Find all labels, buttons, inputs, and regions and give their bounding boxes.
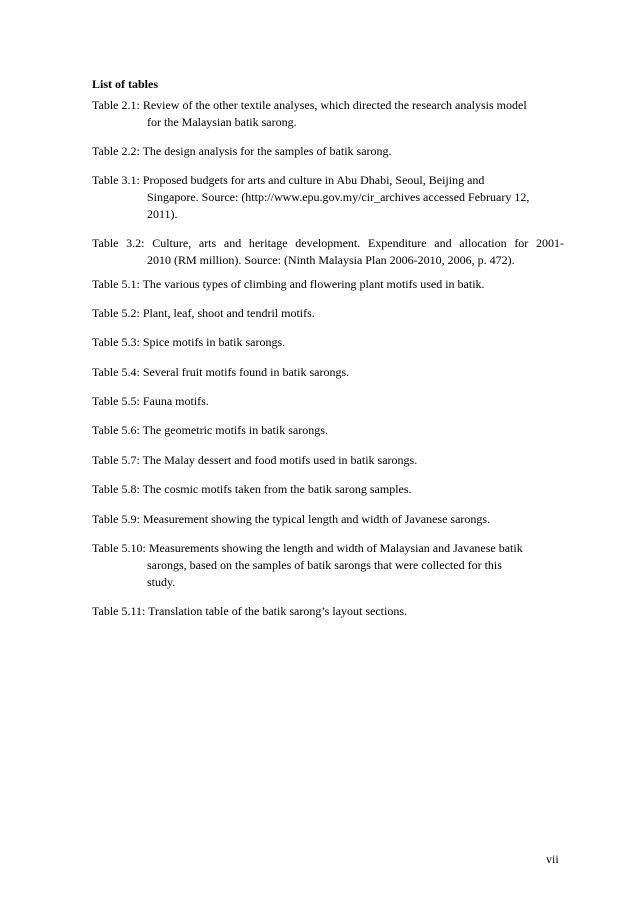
table-entry-5-1 — [92, 276, 572, 293]
table-entry-5-8 — [92, 481, 572, 498]
entry-line: Table 5.4: Several fruit motifs found in batik sarongs. — [92, 365, 350, 379]
entry-line: Table 5.1: The various types of climbing and flowering plant motifs used in batik. — [92, 277, 485, 291]
list-of-tables-heading: List of tables — [92, 77, 158, 91]
entry-line: Table 5.8: The cosmic motifs taken from the batik sarong samples. — [92, 482, 412, 496]
entry-line: Table 2.2: The design analysis for the samples of batik sarong. — [92, 144, 392, 158]
entry-line: Singapore. Source: (http://www.epu.gov.my/cir_archives accessed February 12, — [147, 190, 530, 204]
entry-line: Table 5.5: Fauna motifs. — [92, 394, 209, 408]
entry-line: Table 5.11: Translation table of the batik sarong’s layout sections. — [92, 604, 407, 618]
table-entry-2-1 — [92, 97, 572, 131]
table-entry-5-9 — [92, 511, 572, 528]
entry-line: for the Malaysian batik sarong. — [147, 115, 297, 129]
entry-line: Table 5.9: Measurement showing the typical length and width of Javanese sarongs. — [92, 512, 491, 526]
entry-line: Table 3.2: Culture, arts and heritage development. Expenditure and allocation for 2001- — [92, 236, 564, 250]
table-entry-5-4 — [92, 364, 572, 381]
table-entry-2-2 — [92, 143, 572, 160]
entry-line: Table 5.7: The Malay dessert and food motifs used in batik sarongs. — [92, 453, 418, 467]
entry-line: Table 5.6: The geometric motifs in batik sarongs. — [92, 423, 328, 437]
table-entry-5-6 — [92, 422, 572, 439]
entry-line: study. — [147, 575, 176, 589]
entry-line: Table 2.1: Review of the other textile analyses, which directed the research analysis model — [92, 98, 527, 112]
entry-line: Table 3.1: Proposed budgets for arts and culture in Abu Dhabi, Seoul, Beijing and — [92, 173, 485, 187]
entry-line: 2010 (RM million). Source: (Ninth Malaysia Plan 2006-2010, 2006, p. 472). — [147, 253, 515, 267]
table-entry-5-10 — [92, 540, 572, 591]
table-entry-5-2 — [92, 305, 572, 322]
table-entry-5-5 — [92, 393, 572, 410]
table-entry-5-11 — [92, 603, 572, 620]
table-entry-5-7 — [92, 452, 572, 469]
entry-line: 2011). — [147, 207, 178, 221]
entry-line: Table 5.3: Spice motifs in batik sarongs. — [92, 335, 286, 349]
table-entry-5-3 — [92, 334, 572, 351]
entry-line: Table 5.2: Plant, leaf, shoot and tendril motifs. — [92, 306, 315, 320]
table-entry-3-2 — [92, 235, 572, 269]
entry-line: Table 5.10: Measurements showing the length and width of Malaysian and Javanese batik — [92, 541, 523, 555]
table-entry-3-1 — [92, 172, 572, 223]
page-number: vii — [546, 852, 559, 866]
entry-line: sarongs, based on the samples of batik sarongs that were collected for this — [147, 558, 502, 572]
